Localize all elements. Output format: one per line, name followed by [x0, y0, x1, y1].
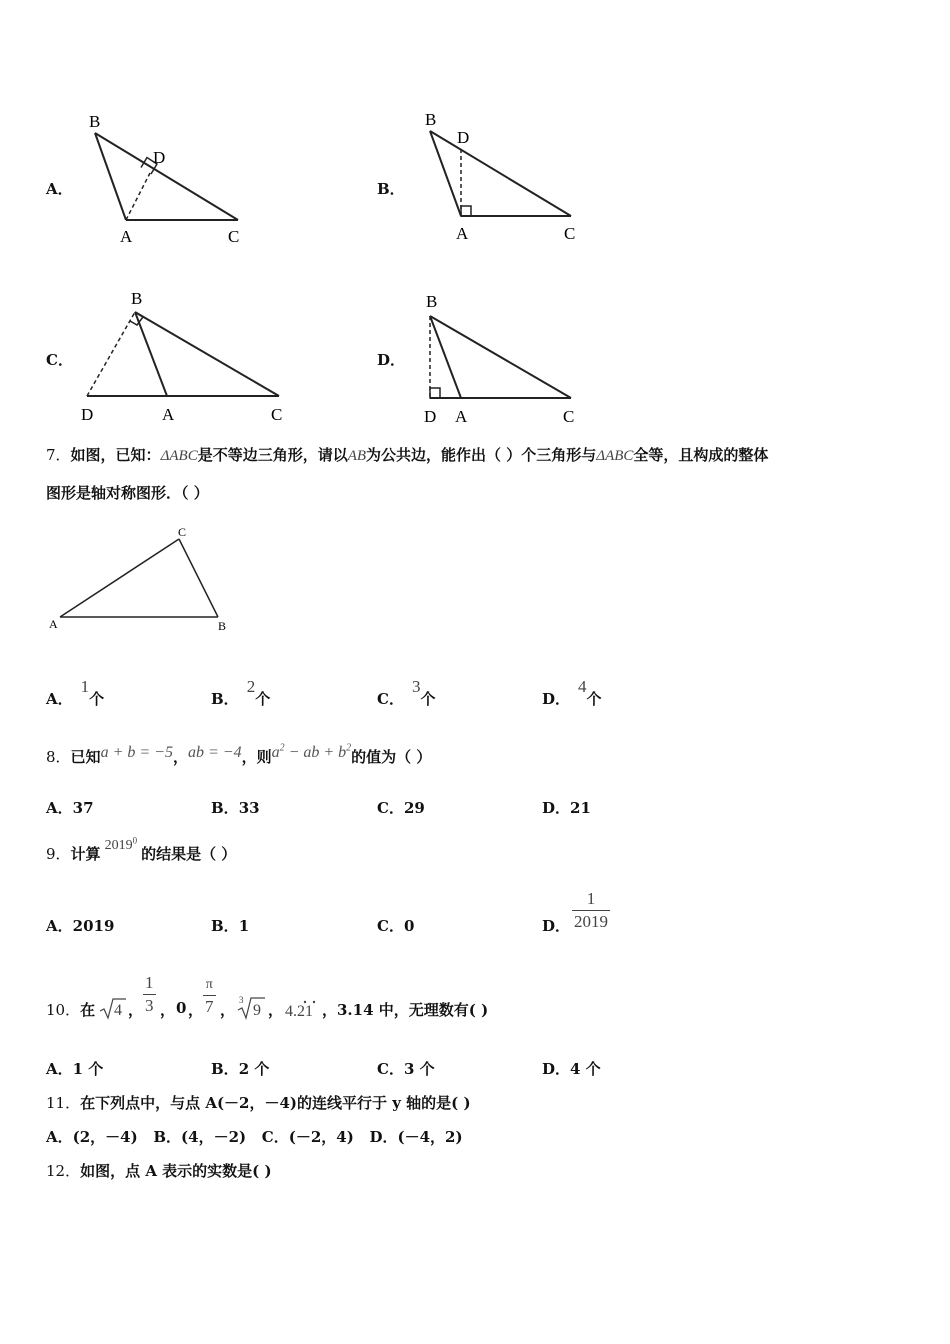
q8-option-d[interactable] [542, 797, 591, 818]
q9-text-2: 的结果是（ ） [141, 845, 237, 863]
q6-option-a-figure [80, 105, 260, 255]
q6c-point-b: B [131, 289, 143, 308]
q7-option-b-label: B． [211, 690, 239, 708]
q8-option-b[interactable] [211, 797, 260, 818]
q9-option-b-value: 1 [238, 917, 250, 935]
q9-option-b-label: B． [211, 917, 239, 935]
q10-fraction-1 [143, 972, 156, 1017]
q12-stem [46, 1160, 272, 1181]
q7-math-3: ΔABC [596, 448, 634, 464]
q6-option-c-figure [75, 280, 295, 430]
q6b-point-a: A [456, 224, 469, 243]
q9-option-c-value: 0 [403, 917, 415, 935]
q7-text-3: 为公共边，能作出（ ）个三角形与 [366, 446, 597, 464]
q6a-point-b: B [89, 112, 101, 131]
q8-math-2: ab = −4 [187, 744, 242, 761]
q10-frac1-num: 1 [145, 973, 154, 992]
q8-math-3-b: − ab + b [284, 744, 347, 761]
q11-text: 在下列点中，与点 A(－2，－4)的连线平行于 y 轴的是( ) [80, 1094, 471, 1112]
q8-number: 8． [46, 748, 71, 766]
q10-sep-4: ， [220, 1001, 236, 1019]
q10-repeating-decimal [284, 994, 324, 1022]
q9-option-a-label: A． [46, 917, 73, 935]
q6c-point-a: A [162, 405, 175, 424]
q9-number: 9． [46, 845, 71, 863]
q9-option-b[interactable] [211, 915, 249, 936]
q7-option-b[interactable] [211, 677, 271, 709]
q10-cbrt9 [237, 994, 267, 1022]
q8-option-b-label: B． [211, 799, 239, 817]
q7-fig-c: C [178, 525, 187, 539]
q12-number: 12． [46, 1162, 81, 1180]
q7-number: 7． [46, 446, 71, 464]
q7-text-2: 是不等边三角形，请以 [197, 446, 348, 464]
q9-option-d-label[interactable]: D． [542, 917, 571, 935]
q9-option-d-num: 1 [586, 889, 596, 908]
q10-sep-2: ， [160, 1001, 176, 1019]
q8-sep-1: ， [172, 748, 188, 766]
q9-option-d-fraction [572, 888, 610, 933]
q10-sqrt4 [98, 996, 128, 1022]
q6d-point-b: B [426, 292, 438, 311]
q10-option-c[interactable] [377, 1058, 435, 1079]
q10-option-c-value: 3 个 [403, 1060, 435, 1078]
q12-text: 如图，点 A 表示的实数是( ) [80, 1162, 272, 1180]
q10-cbrt-value: 9 [253, 1002, 261, 1019]
q6a-point-c: C [228, 227, 240, 246]
q10-text-2: ，3.14 中，无理数有( ) [322, 1001, 489, 1019]
q10-rep-dec-value: 4.21 [285, 1003, 313, 1020]
q10-option-b-label: B． [211, 1060, 239, 1078]
q11-stem [46, 1092, 471, 1113]
q10-zero: 0 [176, 999, 187, 1017]
q6-option-a-label[interactable]: A． [46, 180, 73, 198]
q6-option-b-figure [415, 100, 595, 250]
q6b-point-d: D [457, 128, 470, 147]
q8-option-c[interactable] [377, 797, 425, 818]
q9-option-c[interactable] [377, 915, 414, 936]
q9-option-c-label: C． [377, 917, 404, 935]
q10-sep-5: ， [268, 1001, 284, 1019]
q9-option-a[interactable] [46, 915, 114, 936]
q10-frac1-den: 3 [145, 996, 154, 1015]
q7-option-a[interactable] [46, 677, 105, 709]
q7-option-d[interactable] [542, 677, 602, 709]
q6c-point-d: D [81, 405, 94, 424]
q8-stem [46, 742, 432, 767]
q8-math-3-exp1: 2 [279, 742, 285, 754]
q10-option-b-value: 2 个 [238, 1060, 270, 1078]
q7-option-a-unit: 个 [89, 690, 105, 708]
q7-text-1: 如图，已知： [70, 446, 161, 464]
q8-option-d-value: 21 [570, 799, 591, 817]
q9-text-1: 计算 [70, 845, 101, 863]
q10-option-a[interactable] [46, 1058, 103, 1079]
q6-option-b-label[interactable]: B． [377, 180, 405, 198]
q6-option-d-label[interactable]: D． [377, 351, 406, 369]
q8-option-c-label: C． [377, 799, 404, 817]
q6d-point-d: D [424, 407, 437, 426]
q10-sep-3: ， [188, 1001, 204, 1019]
q7-text-4: 全等，且构成的整体 [633, 446, 769, 464]
q8-sep-2: ，则 [241, 748, 272, 766]
q8-math-3 [272, 744, 352, 761]
q11-number: 11． [46, 1094, 81, 1112]
q6d-point-a: A [455, 407, 468, 426]
q6-option-c-label[interactable]: C． [46, 351, 73, 369]
q7-option-c-value: 3 [411, 677, 421, 696]
q10-cbrt-index: 3 [239, 995, 244, 1005]
q7-option-b-unit: 个 [255, 690, 271, 708]
q6d-point-c: C [563, 407, 575, 426]
q8-text-2: 的值为（ ） [351, 748, 432, 766]
q9-option-d-den: 2019 [574, 912, 608, 931]
q10-frac2-den: 7 [205, 997, 214, 1016]
q8-option-a[interactable] [46, 797, 94, 818]
q6a-point-d: D [153, 148, 166, 167]
q6a-point-a: A [120, 227, 133, 246]
q10-option-a-value: 1 个 [72, 1060, 104, 1078]
q10-sqrt4-value: 4 [114, 1002, 122, 1019]
q7-stem-line1 [46, 444, 768, 465]
q8-option-a-label: A． [46, 799, 73, 817]
q8-option-c-value: 29 [403, 799, 425, 817]
q7-option-c[interactable] [377, 677, 436, 709]
q7-math-2: AB [347, 448, 367, 464]
q11-options[interactable]: A．(2，－4) B．(4，－2) C．(－2，4) D．(－4，2) [46, 1128, 463, 1146]
q6b-point-b: B [425, 110, 437, 129]
q8-text-1: 已知 [70, 748, 101, 766]
q7-option-c-unit: 个 [420, 690, 436, 708]
q6b-point-c: C [564, 224, 576, 243]
q7-fig-a: A [49, 617, 58, 631]
q7-triangle-figure [44, 522, 244, 637]
q7-option-d-value: 4 [578, 677, 587, 696]
q8-option-d-label: D． [542, 799, 571, 817]
q10-option-d-value: 4 个 [570, 1060, 601, 1078]
q8-option-a-value: 37 [72, 799, 94, 817]
q8-math-3-exp2: 2 [346, 742, 352, 754]
q7-option-c-label: C． [377, 690, 404, 708]
q8-math-1: a + b = −5 [100, 744, 173, 761]
q10-text-1: 在 [80, 1001, 96, 1019]
q7-stem-line2: 图形是轴对称图形．（ ） [46, 484, 209, 502]
q10-frac2-num: π [205, 977, 213, 992]
q7-option-d-unit: 个 [586, 690, 602, 708]
q10-number: 10． [46, 1001, 81, 1019]
q10-sep-1: ， [128, 1001, 144, 1019]
q9-math-exp: 0 [132, 835, 138, 846]
q6-option-d-figure [415, 285, 595, 435]
q7-math-1: ΔABC [160, 448, 198, 464]
q10-option-b[interactable] [211, 1058, 269, 1079]
q10-number-and-lead [46, 999, 95, 1020]
q10-option-a-label: A． [46, 1060, 73, 1078]
q9-stem [46, 835, 237, 864]
q9-math [104, 835, 138, 853]
q7-option-b-value: 2 [246, 677, 256, 696]
q8-math-3-a: a [271, 744, 280, 761]
q7-fig-b: B [218, 619, 227, 633]
q7-option-d-label: D． [542, 690, 571, 708]
q7-option-a-value: 1 [80, 677, 90, 696]
q10-option-d[interactable] [542, 1058, 601, 1079]
q10-option-c-label: C． [377, 1060, 404, 1078]
q7-option-a-label: A． [46, 690, 73, 708]
q9-math-base: 2019 [104, 838, 133, 853]
q10-option-d-label: D． [542, 1060, 571, 1078]
q6c-point-c: C [271, 405, 283, 424]
q10-fraction-2 [203, 975, 216, 1018]
q9-option-a-value: 2019 [72, 917, 115, 935]
q8-option-b-value: 33 [238, 799, 260, 817]
